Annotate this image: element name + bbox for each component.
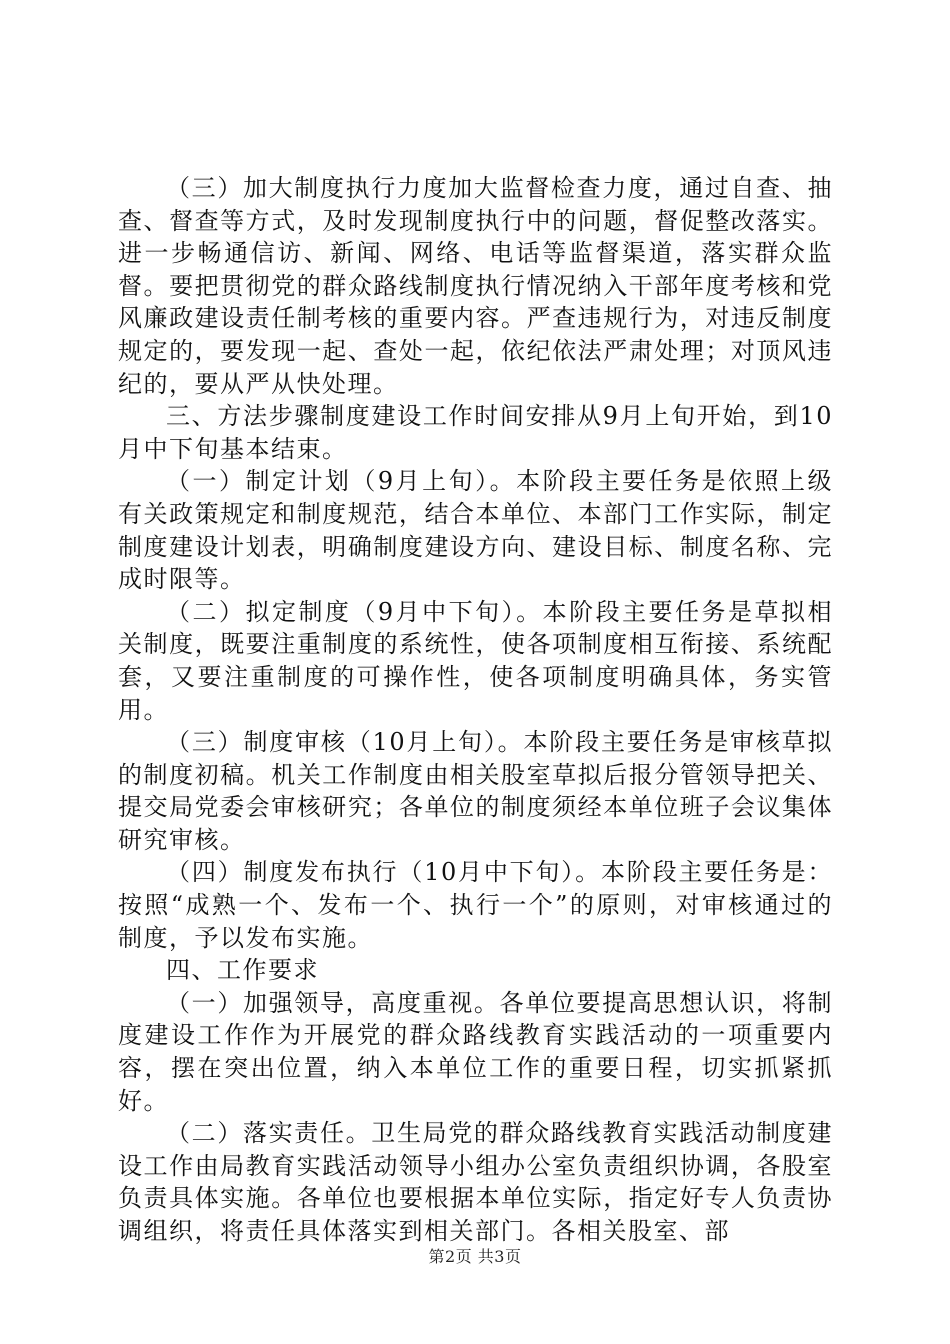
page-footer: 第2页 共3页 (428, 1247, 522, 1266)
paragraph-step-review: （三）制度审核（10月上旬）。本阶段主要任务是审核草拟的制度初稿。机关工作制度由相关股室草拟后报分管领导把关、提交局党委会审核研究；各单位的制度须经本单位班子会议集体研究审核。 (118, 728, 833, 854)
paragraph-leadership: （一）加强领导，高度重视。各单位要提高思想认识，将制度建设工作作为开展党的群众路线教育实践活动的一项重要内容，摆在突出位置，纳入本单位工作的重要日程，切实抓紧抓好。 (118, 988, 833, 1115)
document-body (118, 172, 833, 1248)
paragraph-supervision: （三）加大制度执行力度加大监督检查力度，通过自查、抽查、督查等方式，及时发现制度执行中的问题，督促整改落实。进一步畅通信访、新闻、网络、电话等监督渠道，落实群众监督。要把贯彻党的群众路线制度执行情况纳入干部年度考核和党风廉政建设责任制考核的重要内容。严查违规行为，对违反制度规定的，要发现一起、查处一起，依纪依法严肃处理；对顶风违纪的，要从严从快处理。 (118, 174, 833, 398)
section-heading-work-requirements: 四、工作要求 (166, 956, 319, 985)
paragraph-responsibility: （二）落实责任。卫生局党的群众路线教育实践活动制度建设工作由局教育实践活动领导小组办公室负责组织协调，各股室负责具体实施。各单位也要根据本单位实际，指定好专人负责协调组织，将责任具体落实到相关部门。各相关股室、部 (118, 1119, 833, 1245)
section-heading-method-steps: 三、方法步骤制度建设工作时间安排从9月上旬开始，到10月中下旬基本结束。 (118, 402, 833, 463)
paragraph-step-draft: （二）拟定制度（9月中下旬）。本阶段主要任务是草拟相关制度，既要注重制度的系统性，使各项制度相互衔接、系统配套，又要注重制度的可操作性，使各项制度明确具体，务实管用。 (118, 597, 833, 724)
paragraph-step-publish: （四）制度发布执行（10月中下旬）。本阶段主要任务是：按照“成熟一个、发布一个、执行一个”的原则，对审核通过的制度，予以发布实施。 (118, 858, 833, 952)
paragraph-step-plan: （一）制定计划（9月上旬）。本阶段主要任务是依照上级有关政策规定和制度规范，结合本单位、本部门工作实际，制定制度建设计划表，明确制度建设方向、建设目标、制度名称、完成时限等。 (118, 467, 833, 594)
